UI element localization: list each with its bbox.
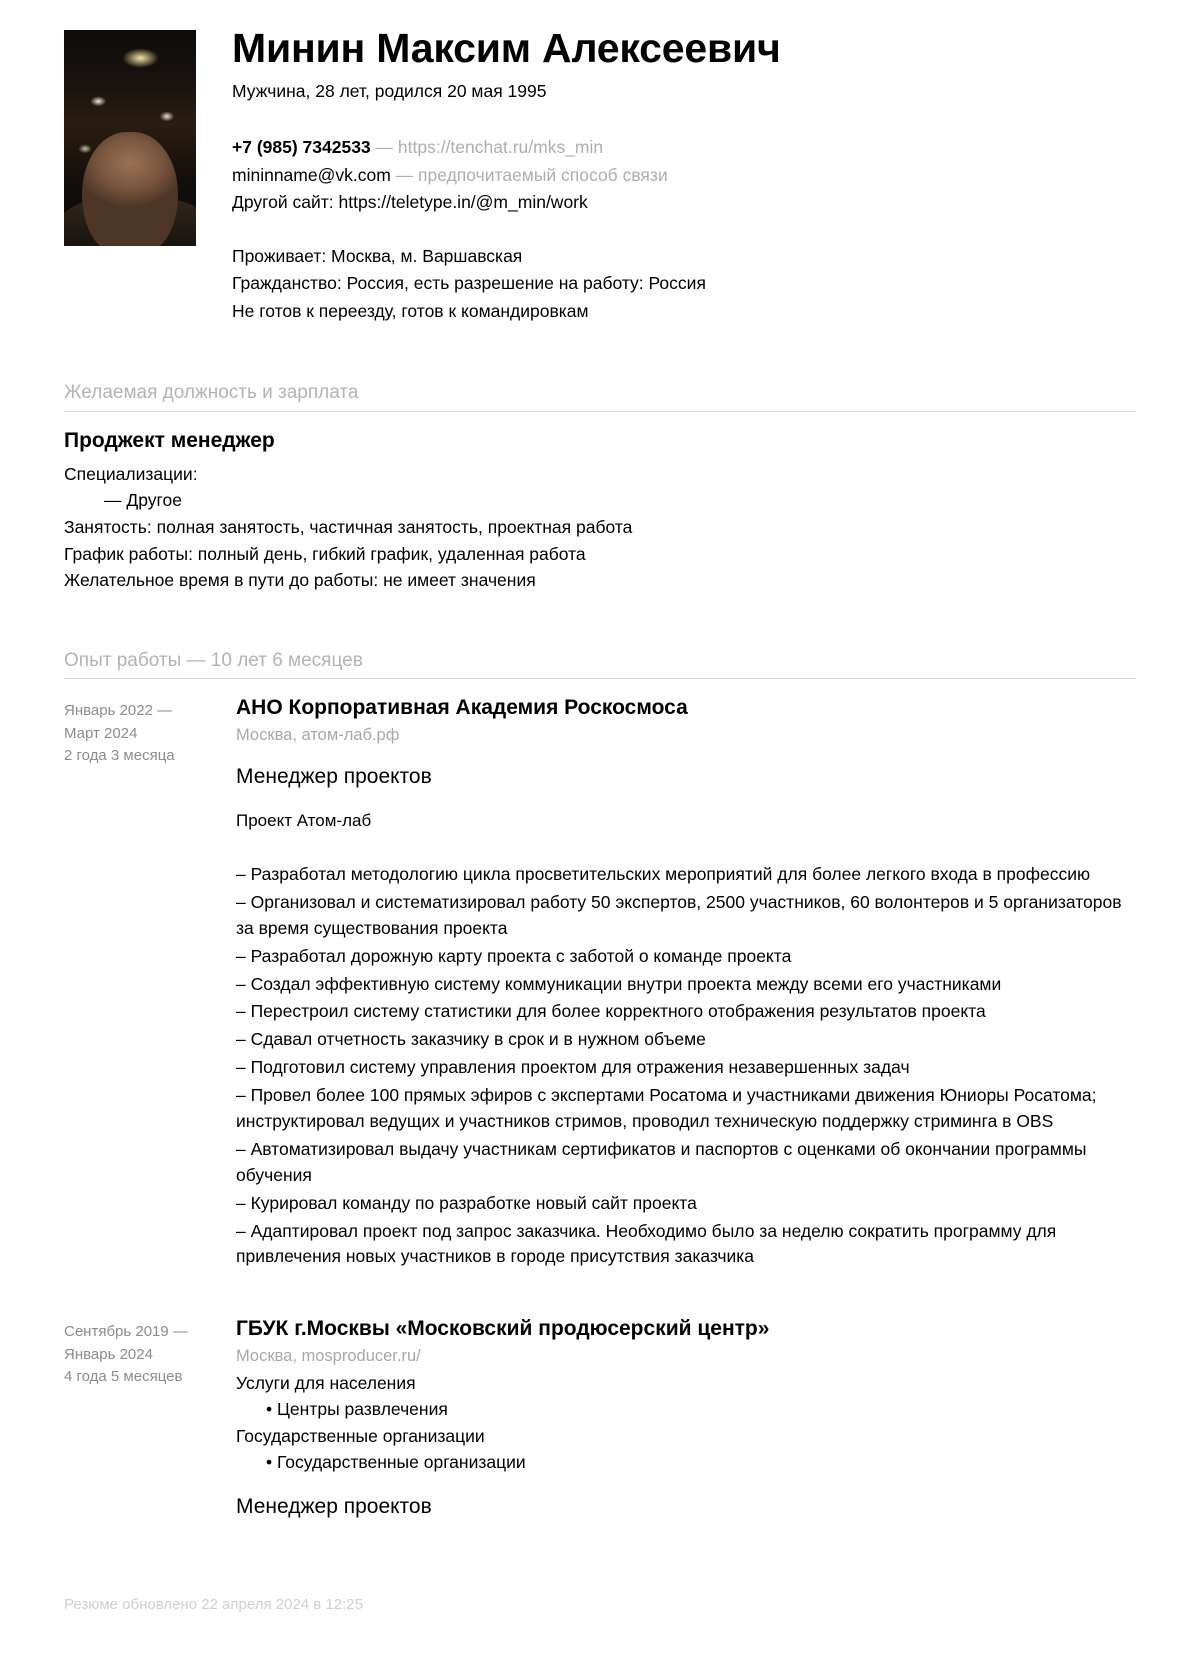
duty-item: – Провел более 100 прямых эфиров с экспертами Росатома и участниками движения Юниоры Росатома; инструктировал ведущих и участников стримов, проводил техническую поддержку стриминга в OBS	[236, 1085, 1097, 1131]
resume-updated-note: Резюме обновлено 22 апреля 2024 в 12:25	[64, 1595, 363, 1613]
page-title: Минин Максим Алексеевич	[232, 25, 781, 71]
resume-header	[0, 0, 1200, 326]
desired-position-section	[0, 382, 1200, 594]
date-start: Январь 2022 —	[64, 702, 173, 720]
company-meta[interactable]: Москва, mosproducer.ru/	[236, 1346, 421, 1365]
experience-section-title: Опыт работы — 10 лет 6 месяцев	[64, 650, 1136, 680]
citizenship-line: Гражданство: Россия, есть разрешение на работу: Россия	[232, 273, 706, 294]
location-block	[232, 243, 1136, 326]
duty-item: – Автоматизировал выдачу участникам сертификатов и паспортов с оценками об окончании программы обучения	[236, 1138, 1087, 1185]
desired-position-section-title: Желаемая должность и зарплата	[64, 382, 1136, 412]
specializations-label: Специализации:	[64, 463, 198, 484]
experience-dates	[64, 695, 236, 768]
duty-item: – Создал эффективную систему коммуникации внутри проекта между всеми его участниками	[236, 973, 1002, 994]
phone-value[interactable]: +7 (985) 7342533	[232, 136, 371, 157]
job-role: Менеджер проектов	[236, 765, 432, 789]
header-text-block	[196, 26, 1136, 326]
phone-separator: —	[370, 136, 398, 157]
profile-photo	[64, 30, 196, 246]
industry-item: • Центры развлечения	[266, 1399, 448, 1420]
industry-group: Услуги для населения	[236, 1373, 416, 1394]
company-name: АНО Корпоративная Академия Роскосмоса	[236, 696, 688, 720]
experience-dates	[64, 1316, 236, 1389]
company-name: ГБУК г.Москвы «Московский продюсерский центр»	[236, 1317, 770, 1341]
industry-group: Государственные организации	[236, 1425, 485, 1446]
duty-item: – Разработал дорожную карту проекта с заботой о команде проекта	[236, 945, 792, 966]
schedule-line: График работы: полный день, гибкий график, удаленная работа	[64, 543, 586, 564]
duty-item: – Курировал команду по разработке новый сайт проекта	[236, 1192, 697, 1213]
duty-item: – Перестроил систему статистики для более корректного отображения результатов проекта	[236, 1001, 986, 1022]
company-meta[interactable]: Москва, атом-лаб.рф	[236, 726, 400, 745]
commute-line: Желательное время в пути до работы: не имеет значения	[64, 570, 536, 591]
contact-email-row	[232, 162, 1136, 190]
desired-position-title: Проджект менеджер	[64, 428, 275, 452]
experience-body	[236, 1316, 1136, 1520]
date-end: Март 2024	[64, 724, 138, 742]
email-value[interactable]: mininname@vk.com	[232, 164, 391, 185]
project-label: Проект Атом-лаб	[236, 811, 372, 831]
photo-head	[82, 132, 178, 246]
experience-entry	[64, 1316, 1136, 1520]
date-duration: 4 года 5 месяцев	[64, 1368, 183, 1386]
phone-note[interactable]: https://tenchat.ru/mks_min	[397, 136, 604, 157]
date-start: Сентябрь 2019 —	[64, 1323, 188, 1341]
date-duration: 2 года 3 месяца	[64, 747, 175, 765]
contact-phone-row	[232, 134, 1136, 162]
date-end: Январь 2024	[64, 1345, 153, 1363]
duty-item: – Организовал и систематизировал работу 50 экспертов, 2500 участников, 60 волонтеров и 5 организаторов за время существования проекта	[236, 891, 1122, 938]
duty-item: – Сдавал отчетность заказчику в срок и в нужном объеме	[236, 1029, 706, 1050]
duty-item: – Адаптировал проект под запрос заказчика. Необходимо было за неделю сократить программу для привлечения новых участников в городе присутствия заказчика	[236, 1220, 1057, 1267]
experience-body	[236, 695, 1136, 1272]
duty-item: – Подготовил систему управления проектом для отражения незавершенных задач	[236, 1057, 910, 1078]
employment-line: Занятость: полная занятость, частичная занятость, проектная работа	[64, 516, 633, 537]
demographics-line: Мужчина, 28 лет, родился 20 мая 1995	[232, 81, 547, 102]
residence-line: Проживает: Москва, м. Варшавская	[232, 245, 523, 266]
email-note: предпочитаемый способ связи	[418, 164, 668, 185]
relocation-line: Не готов к переезду, готов к командировкам	[232, 301, 589, 322]
email-separator: —	[390, 164, 419, 185]
job-role: Менеджер проектов	[236, 1495, 432, 1519]
contact-other-site-row[interactable]: Другой сайт: https://teletype.in/@m_min/work	[232, 192, 588, 213]
experience-entry	[64, 695, 1136, 1272]
specialization-item: — Другое	[104, 490, 182, 511]
duty-item: – Разработал методологию цикла просветительских мероприятий для более легкого входа в профессию	[236, 863, 1091, 884]
industry-item: • Государственные организации	[266, 1451, 526, 1472]
experience-section	[0, 650, 1200, 1521]
contacts-block	[232, 134, 1136, 217]
